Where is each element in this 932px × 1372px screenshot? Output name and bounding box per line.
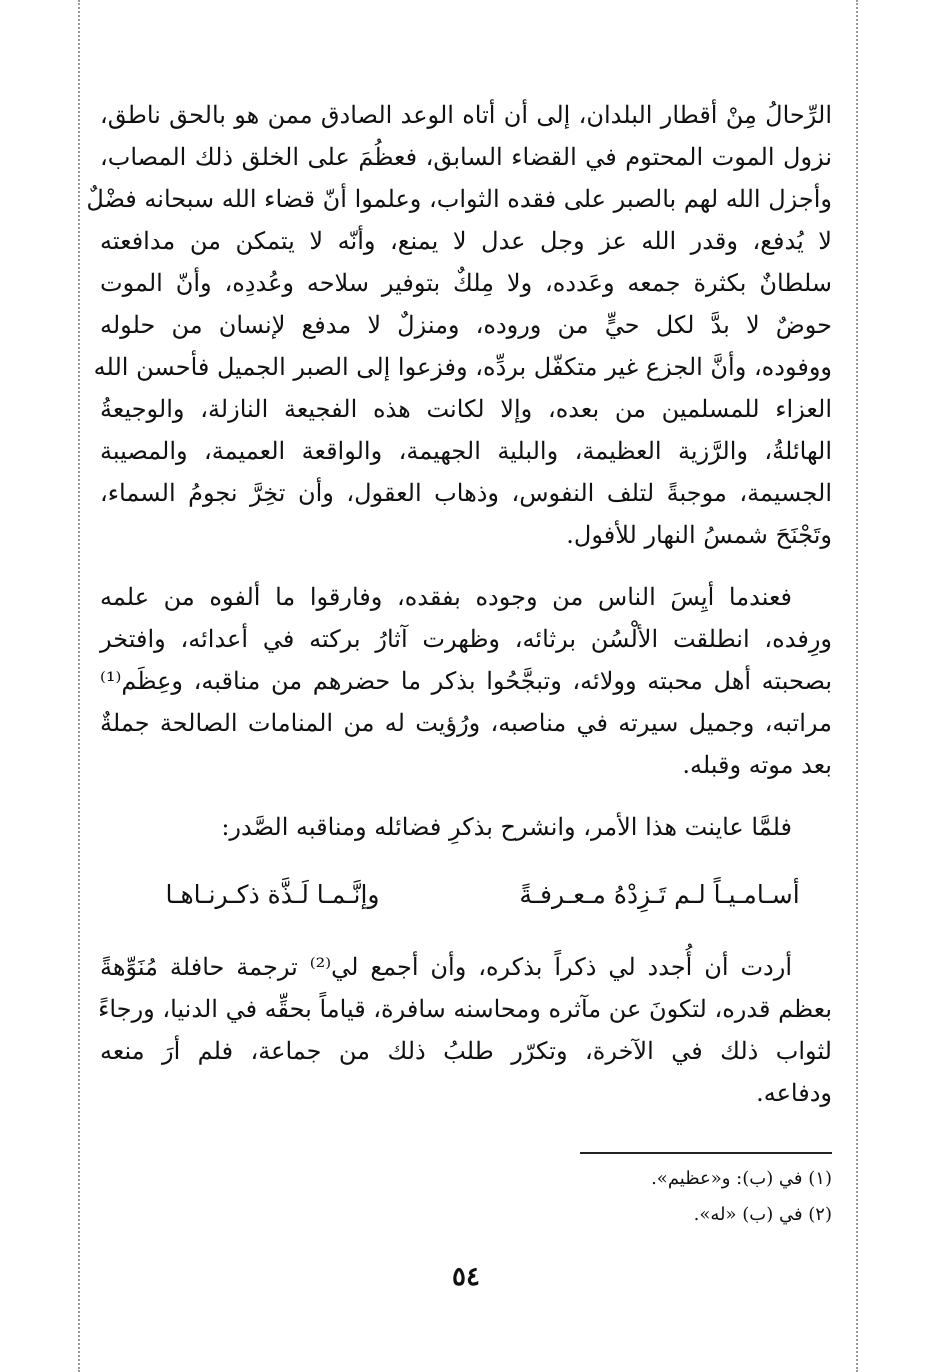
scan-edge-left (78, 0, 80, 1372)
poem-hemistich-1: أسـامـيـاً لـم تَـزِدْهُ مـعـرفـةً (519, 880, 800, 909)
paragraph-4 (100, 948, 832, 1123)
paragraph-3 (100, 808, 832, 852)
poem-hemistich-2: وإنَّـمـا لَـذَّة ذكـرنـاهـا (165, 880, 380, 909)
page-number: ٥٤ (452, 1262, 480, 1292)
text-line: بعد موته وقبله. (682, 751, 832, 779)
text-line: الجسيمة، موجبةً لتلف النفوس، وذهاب العقول، وأن تخِرَّ نجومُ السماء، (100, 479, 832, 507)
text-line: لثواب ذلك في الآخرة، وتكرّر طلبُ ذلك من جماعة، فلم أرَ منعه (100, 1037, 832, 1065)
text-line: فعندما أيِسَ الناس من وجوده بفقده، وفارقوا ما ألفوه من علمه (100, 583, 792, 611)
text-line: بعظم قدره، لتكونَ عن مآثره ومحاسنه سافرة، قياماً بحقِّه في الدنيا، ورجاءً (98, 995, 832, 1023)
poem-verse (100, 874, 832, 918)
text-line: حوضٌ لا بدَّ لكل حيٍّ من وروده، ومنزلٌ لا مدفع لإنسان من حلوله (100, 311, 832, 339)
footnote-1: (١) في (ب): و«عظيم». (651, 1168, 832, 1189)
text-line: وأجزل الله لهم بالصبر على فقده الثواب، وعلموا أنّ قضاء الله سبحانه فضْلٌ (86, 185, 832, 213)
text-line: الرِّحالُ مِنْ أقطار البلدان، إلى أن أتاه الوعد الصادق ممن هو بالحق ناطق، (100, 101, 832, 129)
text-line: وتَجْنَحَ شمسُ النهار للأفول. (566, 521, 832, 549)
text-line: نزول الموت المحتوم في القضاء السابق، فعظُمَ على الخلق ذلك المصاب، (100, 143, 833, 171)
paragraph-1 (86, 96, 833, 566)
text-line: ووفوده، وأنَّ الجزع غير متكفّل بردِّه، وفزعوا إلى الصبر الجميل فأحسن الله (93, 353, 832, 381)
scan-edge-right (856, 0, 858, 1372)
text-line: لا يُدفع، وقدر الله عز وجل عدل لا يمنع، وأنّه لا يتمكن من مدافعته (100, 227, 832, 255)
text-line: ودفاعه. (756, 1079, 832, 1107)
footnote-divider (580, 1152, 832, 1154)
text-line: ورِفده، انطلقت الألْسُن برثائه، وظهرت آثارُ بركته في أعدائه، وافتخر (100, 625, 832, 653)
text-line: فلمَّا عاينت هذا الأمر، وانشرح بذكرِ فضائله ومناقبه الصَّدر: (221, 813, 792, 841)
paragraph-2 (100, 578, 832, 793)
text-line: أردت أن أُجدد لي ذكراً بذكره، وأن أجمع لي⁽²⁾ ترجمة حافلة مُنَوِّهةً (100, 953, 792, 981)
text-line: مراتبه، وجميل سيرته في مناصبه، ورُؤيت له من المنامات الصالحة جملةٌ (100, 709, 832, 737)
footnote-2: (٢) في (ب) «له». (693, 1204, 832, 1225)
text-line: سلطانٌ بكثرة جمعه وعَدده، ولا مِلكٌ بتوفير سلاحه وعُددِه، وأنّ الموت (100, 269, 832, 297)
text-line: بصحبته أهل محبته وولائه، وتبجَّحُوا بذكر ما حضرهم من مناقبه، وعِظَم⁽¹⁾ (100, 667, 832, 695)
text-line: العزاء للمسلمين من بعده، وإلا لكانت هذه الفجيعة النازلة، والوجيعةُ (100, 395, 832, 423)
text-line: الهائلةُ، والرَّزية العظيمة، والبلية الجهيمة، والواقعة العميمة، والمصيبة (100, 437, 832, 465)
